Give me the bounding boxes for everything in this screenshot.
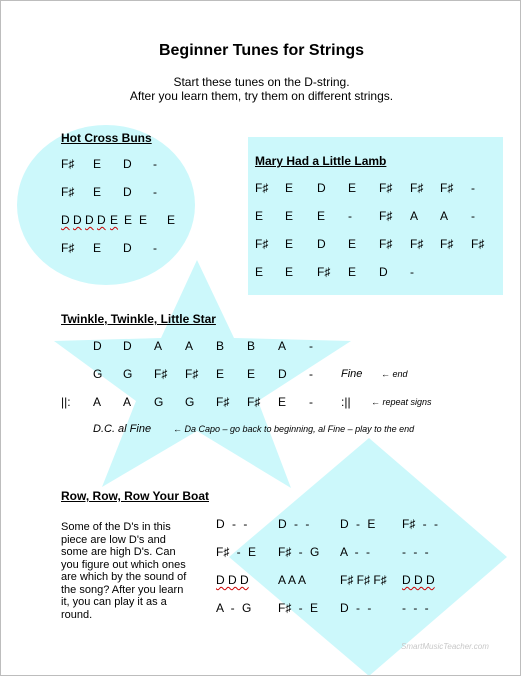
- note-group: D - -: [216, 517, 248, 531]
- note: D: [379, 265, 388, 279]
- note: D: [93, 339, 102, 353]
- note: -: [471, 209, 475, 223]
- note: F♯: [154, 367, 168, 381]
- note: D: [123, 185, 132, 199]
- note: A: [410, 209, 419, 223]
- note: -: [153, 185, 157, 199]
- note-group: A - G: [216, 601, 252, 615]
- note: D: [123, 241, 132, 255]
- note: E: [124, 213, 133, 227]
- note: D: [317, 237, 326, 251]
- note: E: [285, 265, 294, 279]
- note: E: [110, 213, 119, 227]
- note: G: [185, 395, 195, 409]
- note: E: [278, 395, 287, 409]
- hot-cross-buns-heading: Hot Cross Buns: [61, 131, 152, 145]
- note: F♯: [440, 181, 454, 195]
- note: B: [216, 339, 225, 353]
- note: F♯: [379, 181, 393, 195]
- note: D: [123, 339, 132, 353]
- end-note: ← end: [381, 369, 408, 379]
- repeat-note: ← repeat signs: [371, 397, 432, 407]
- note: -: [309, 395, 313, 409]
- fine-label: Fine: [341, 368, 363, 380]
- note-group: - - -: [402, 545, 429, 559]
- note: E: [216, 367, 225, 381]
- note-group: A - -: [340, 545, 371, 559]
- note: -: [410, 265, 414, 279]
- note: F♯: [247, 395, 261, 409]
- note: G: [123, 367, 133, 381]
- note: A: [123, 395, 132, 409]
- note: E: [93, 241, 102, 255]
- note: F♯: [216, 395, 230, 409]
- note: E: [317, 209, 326, 223]
- note: F♯: [255, 181, 269, 195]
- note: A: [278, 339, 287, 353]
- note: E: [93, 185, 102, 199]
- note: E: [247, 367, 256, 381]
- subtitle-line-2: After you learn them, try them on different strings.: [129, 89, 394, 103]
- note: E: [255, 209, 264, 223]
- note: E: [93, 157, 102, 171]
- note-group: D - E: [340, 517, 376, 531]
- repeat-end: :||: [341, 395, 351, 409]
- note-group: F♯ - G: [278, 545, 320, 559]
- note: D: [97, 213, 106, 227]
- dc-label: D.C. al Fine: [93, 423, 152, 435]
- subtitle-line-1: Start these tunes on the D-string.: [173, 75, 350, 89]
- mary-heading: Mary Had a Little Lamb: [255, 154, 387, 168]
- row-boat-heading: Row, Row, Row Your Boat: [61, 489, 209, 503]
- note: -: [348, 209, 352, 223]
- note: E: [255, 265, 264, 279]
- note: E: [285, 237, 294, 251]
- note: -: [309, 339, 313, 353]
- note-group: F♯ F♯ F♯: [340, 573, 387, 587]
- note: F♯: [61, 185, 75, 199]
- note: F♯: [379, 237, 393, 251]
- row-boat-description: Some of the D's in this piece are low D's and some are high D's. Can you figure out which ones are which by the sound of the song? After you learn it, you can play it as a round.: [61, 521, 187, 621]
- note: D: [73, 213, 82, 227]
- note: E: [167, 213, 176, 227]
- note: E: [139, 213, 148, 227]
- note: F♯: [471, 237, 485, 251]
- note: F♯: [410, 237, 424, 251]
- note: F♯: [255, 237, 269, 251]
- note: E: [348, 265, 357, 279]
- note: A: [93, 395, 102, 409]
- note: E: [285, 181, 294, 195]
- note: F♯: [440, 237, 454, 251]
- note-group: D D D: [216, 573, 249, 587]
- note: E: [348, 237, 357, 251]
- repeat-start: ||:: [61, 395, 71, 409]
- note: G: [93, 367, 103, 381]
- note-group: F♯ - -: [402, 517, 438, 531]
- note: F♯: [379, 209, 393, 223]
- note: -: [153, 157, 157, 171]
- note-group: F♯ - E: [278, 601, 318, 615]
- note: D: [317, 181, 326, 195]
- note: A: [440, 209, 449, 223]
- note: D: [85, 213, 94, 227]
- dc-note: ← Da Capo – go back to beginning, al Fine – play to the end: [173, 424, 415, 434]
- note: E: [348, 181, 357, 195]
- watermark: SmartMusicTeacher.com: [401, 642, 489, 651]
- note: F♯: [185, 367, 199, 381]
- note: F♯: [61, 241, 75, 255]
- note: F♯: [61, 157, 75, 171]
- page-title: Beginner Tunes for Strings: [158, 42, 365, 59]
- note-group: D D D: [402, 573, 435, 587]
- note: G: [154, 395, 164, 409]
- note-group: D - -: [278, 517, 310, 531]
- note: E: [285, 209, 294, 223]
- note: -: [309, 367, 313, 381]
- note: A: [154, 339, 163, 353]
- note: D: [61, 213, 70, 227]
- note: D: [123, 157, 132, 171]
- note: A: [185, 339, 194, 353]
- note-group: D - -: [340, 601, 372, 615]
- note-group: A A A: [278, 573, 307, 587]
- note: B: [247, 339, 256, 353]
- note: -: [153, 241, 157, 255]
- note: F♯: [317, 265, 331, 279]
- note-group: F♯ - E: [216, 545, 256, 559]
- note: F♯: [410, 181, 424, 195]
- twinkle-heading: Twinkle, Twinkle, Little Star: [61, 312, 216, 326]
- note: D: [278, 367, 287, 381]
- note: -: [471, 181, 475, 195]
- note-group: - - -: [402, 601, 429, 615]
